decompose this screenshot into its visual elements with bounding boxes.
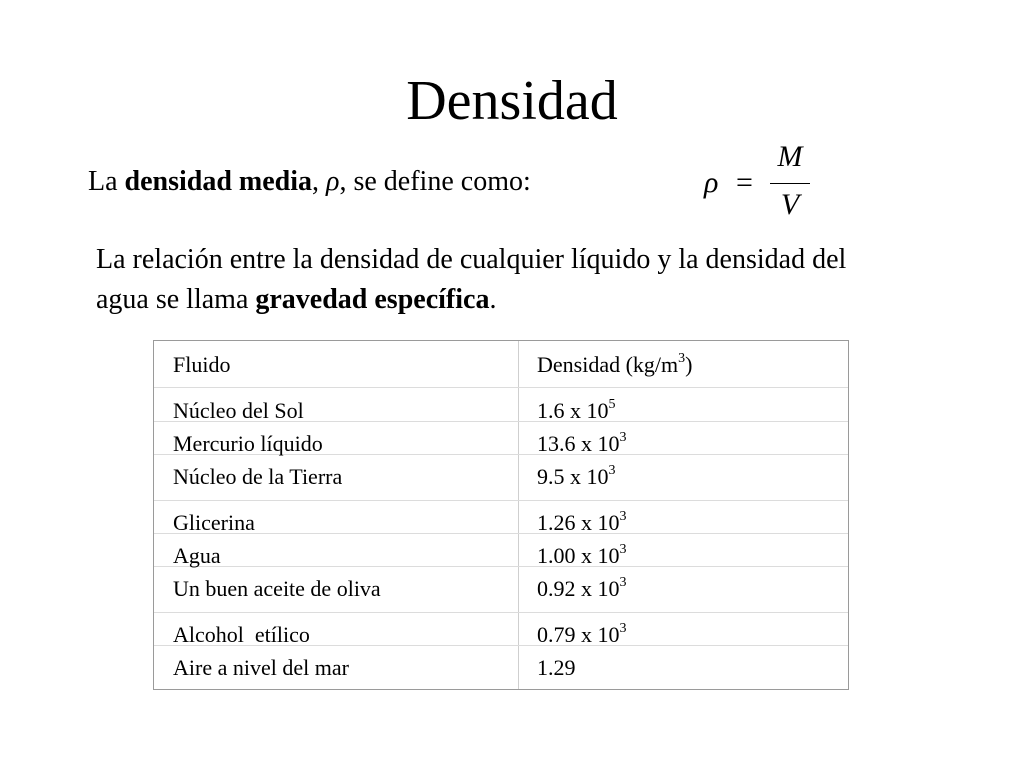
row-divider xyxy=(154,612,848,613)
row-density xyxy=(537,653,576,683)
row-fluid: Mercurio líquido xyxy=(173,431,323,456)
row-divider xyxy=(154,500,848,501)
column-divider xyxy=(518,341,519,689)
density-base: 1.6 x 10 xyxy=(537,398,609,423)
density-exponent: 3 xyxy=(619,541,627,557)
row-fluid: Aire a nivel del mar xyxy=(173,655,349,680)
density-exponent: 5 xyxy=(608,396,616,412)
definition-symbol: ρ xyxy=(326,166,340,197)
density-formula xyxy=(704,140,824,230)
fraction-bar xyxy=(770,183,810,184)
density-table xyxy=(153,340,849,690)
header-density-text: Densidad (kg/m xyxy=(537,352,679,377)
row-divider xyxy=(154,533,848,534)
header-density xyxy=(537,350,692,380)
row-density xyxy=(537,508,627,538)
formula-lhs: ρ xyxy=(704,166,719,199)
paragraph-text: La relación entre la densidad de cualquier líquido y la densidad del agua se llama xyxy=(96,244,847,315)
density-exponent: 3 xyxy=(608,462,616,478)
row-divider xyxy=(154,387,848,388)
row-fluid: Agua xyxy=(173,543,221,568)
density-base: 0.79 x 10 xyxy=(537,622,620,647)
definition-comma: , xyxy=(312,166,327,197)
density-exponent: 3 xyxy=(619,508,627,524)
formula-denominator: V xyxy=(780,188,800,221)
density-exponent: 3 xyxy=(619,574,627,590)
header-fluid: Fluido xyxy=(173,352,231,377)
page-title: Densidad xyxy=(406,70,618,132)
density-exponent: 3 xyxy=(619,429,627,445)
formula-numerator: M xyxy=(777,140,803,173)
row-density xyxy=(537,462,616,492)
header-density-sup: 3 xyxy=(678,350,686,366)
row-density xyxy=(537,574,627,604)
row-density xyxy=(537,541,627,571)
header-density-end: ) xyxy=(685,352,693,377)
density-base: 9.5 x 10 xyxy=(537,464,609,489)
density-base: 0.92 x 10 xyxy=(537,576,620,601)
row-divider xyxy=(154,566,848,567)
density-exponent: 3 xyxy=(619,620,627,636)
specific-gravity-paragraph xyxy=(96,240,896,320)
row-fluid: Núcleo del Sol xyxy=(173,398,304,423)
density-base: 1.29 xyxy=(537,655,576,680)
row-fluid: Glicerina xyxy=(173,510,255,535)
row-density xyxy=(537,620,627,650)
paragraph-term: gravedad específica xyxy=(255,284,490,315)
row-density xyxy=(537,429,627,459)
row-density xyxy=(537,396,616,426)
definition-prefix: La xyxy=(88,166,125,197)
density-base: 13.6 x 10 xyxy=(537,431,620,456)
row-fluid: Un buen aceite de oliva xyxy=(173,576,381,601)
row-fluid: Núcleo de la Tierra xyxy=(173,464,343,489)
row-fluid: Alcohol etílico xyxy=(173,622,310,647)
definition-suffix: , se define como: xyxy=(339,166,531,197)
formula-equals: = xyxy=(736,166,753,199)
definition-term: densidad media xyxy=(124,166,313,197)
density-base: 1.00 x 10 xyxy=(537,543,620,568)
paragraph-end: . xyxy=(489,284,497,315)
density-definition xyxy=(88,164,531,200)
density-base: 1.26 x 10 xyxy=(537,510,620,535)
